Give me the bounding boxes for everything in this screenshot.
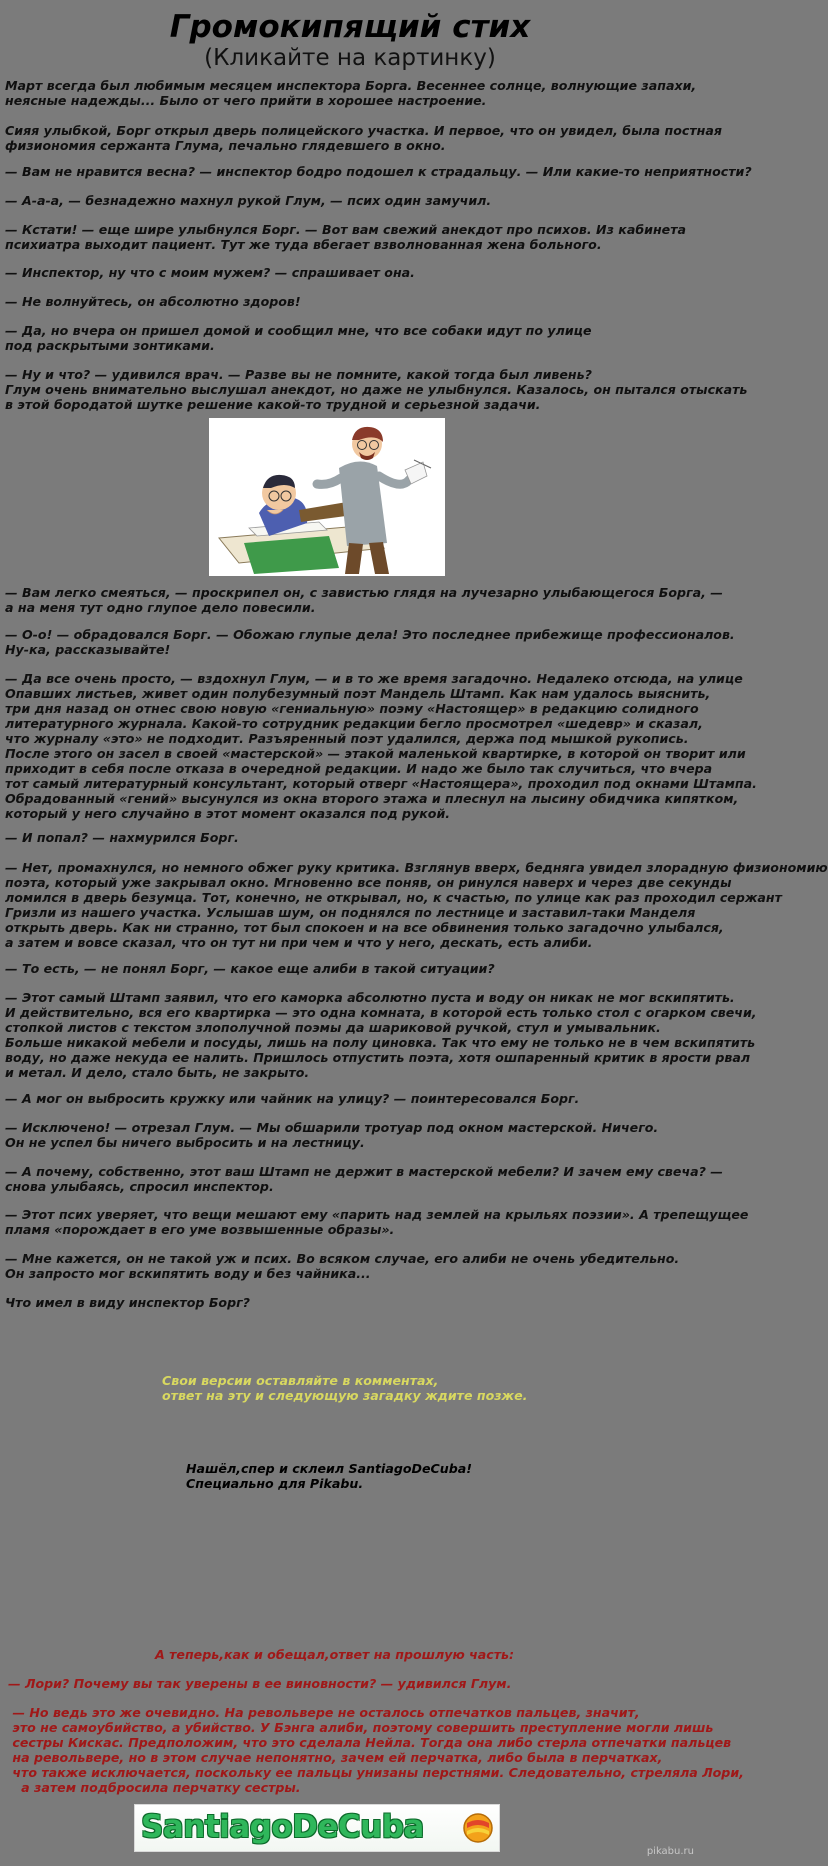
story-paragraph: Март всегда был любимым месяцем инспектора Борга. Весеннее солнце, волнующие запахи, неясные надежды... Было от чего прийти в хорошее настроение. [5,78,697,108]
logo-text: SantiagoDeCuba [141,1809,424,1845]
story-paragraph: — Да все очень просто, — вздохнул Глум, — и в то же время загадочно. Недалеко отсюда, на улице Опавших листьев, живет один полубезумный поэт Мандель Штамп. Как нам удалось выяснить, три дня назад он отнес свою новую «гениальную» поэму «Настоящер» в редакцию солидного литературного журнала. Какой-то сотрудник редакции бегло просмотрел «шедевр» и сказал, что журналу «это» не подходит. Разъяренный поэт удалился, держа под мышкой рукопись. После этого он засел в своей «мастерской» — этакой маленькой квартирке, в которой он творит или приходит в себя после отказа в очередной редакции. И надо же было так случиться, что вчера тот самый литературный консультант, который отверг «Настоящера», проходил под окнами Штампа. Обрадованный «гений» высунулся из окна второго этажа и плеснул на лысину обидчика кипятком, который у него случайно в этот момент оказался под рукой. [5,671,757,821]
illustration-drawing [209,418,445,576]
story-paragraph: — Инспектор, ну что с моим мужем? — спрашивает она. [5,265,415,280]
comment-note: Свои версии оставляйте в комментах, ответ на эту и следующую загадку ждите позже. [162,1373,528,1403]
flag-emblem-icon [461,1811,495,1845]
story-question: Что имел в виду инспектор Борг? [5,1295,250,1310]
story-paragraph: — А мог он выбросить кружку или чайник на улицу? — поинтересовался Борг. [5,1091,580,1106]
story-paragraph: — Нет, промахнулся, но немного обжег руку критика. Взглянув вверх, бедняга увидел злорадную физиономию поэта, который уже закрывал окно. Мгновенно все поняв, он ринулся наверх и через две секунды ломился в дверь безумца. Тот, конечно, не открывал, но, к счастью, по улице как раз проходил сержант Гризли из нашего участка. Услышав шум, он поднялся по лестнице и заставил-таки Манделя открыть дверь. Как ни странно, тот был спокоен и на все обвинения только загадочно улыбался, а затем и вовсе сказал, что он тут ни при чем и что у него, дескать, есть алиби. [5,860,828,950]
story-paragraph: — Этот самый Штамп заявил, что его каморка абсолютно пуста и воду он никак не мог вскипятить. И действительно, вся его квартирка — это одна комната, в которой есть только стол с огарком свечи, стопкой листов с текстом злополучной поэмы да шариковой ручкой, стул и умывальник. Больше никакой мебели и посуды, лишь на полу циновка. Так что ему не только не в чем вскипятить воду, но даже некуда ее налить. Пришлось отпустить поэта, хотя ошпаренный критик в ярости рвал и метал. И дело, стало быть, не закрыто. [5,990,757,1080]
story-paragraph: — Кстати! — еще шире улыбнулся Борг. — Вот вам свежий анекдот про психов. Из кабинета психиатра выходит пациент. Тут же туда вбегает взволнованная жена больного. [5,222,686,252]
story-paragraph: — Да, но вчера он пришел домой и сообщил мне, что все собаки идут по улице под раскрытыми зонтиками. [5,323,592,353]
santiago-logo [134,1804,500,1852]
story-paragraph: — Вам не нравится весна? — инспектор бодро подошел к страдальцу. — Или какие-то неприятности? [5,164,752,179]
author-credit: Нашёл,спер и склеил SantiagoDeCuba! Специально для Pikabu. [186,1461,472,1491]
story-paragraph: — То есть, — не понял Борг, — какое еще алиби в такой ситуации? [5,961,495,976]
story-paragraph: Сияя улыбкой, Борг открыл дверь полицейского участка. И первое, что он увидел, была постная физиономия сержанта Глума, печально глядевшего в окно. [5,123,722,153]
story-paragraph: — А почему, собственно, этот ваш Штамп не держит в мастерской мебели? И зачем ему свеча? — снова улыбаясь, спросил инспектор. [5,1164,723,1194]
story-paragraph: — О-о! — обрадовался Борг. — Обожаю глупые дела! Это последнее прибежище профессионалов. Ну-ка, рассказывайте! [5,627,735,657]
answer-question: — Лори? Почему вы так уверены в ее виновности? — удивился Глум. [8,1676,512,1691]
site-watermark: pikabu.ru [646,1846,694,1857]
story-paragraph: — Этот псих уверяет, что вещи мешают ему «парить над землей на крыльях поэзии». А трепещущее пламя «порождает в его уме возвышенные образы». [5,1207,749,1237]
story-paragraph: — Не волнуйтесь, он абсолютно здоров! [5,294,301,309]
story-paragraph: — Исключено! — отрезал Глум. — Мы обшарили тротуар под окном мастерской. Ничего. Он не успел бы ничего выбросить и на лестницу. [5,1120,659,1150]
story-illustration[interactable] [209,418,445,576]
story-paragraph: — И попал? — нахмурился Борг. [5,830,239,845]
page-title: Громокипящий стих [169,9,531,45]
page-subtitle: (Кликайте на картинку) [204,45,496,71]
answer-text: — Но ведь это же очевидно. На револьвере не осталось отпечатков пальцев, значит, это не самоубийство, а убийство. У Бэнга алиби, поэтому совершить преступление могли лишь сестры Кискас. Предположим, что это сделала Нейла. Тогда она либо стерла отпечатки пальцев на револьвере, но в этом случае непонятно, зачем ей перчатка, либо была в перчатках, что также исключается, поскольку ее пальцы унизаны перстнями. Следовательно, стреляла Лори, а затем подбросила перчатку сестры. [12,1705,744,1795]
answer-heading: А теперь,как и обещал,ответ на прошлую часть: [155,1647,515,1662]
story-paragraph: — Ну и что? — удивился врач. — Разве вы не помните, какой тогда был ливень? Глум очень внимательно выслушал анекдот, но даже не улыбнулся. Казалось, он пытался отыскать в этой бородатой шутке решение какой-то трудной и серьезной задачи. [5,367,748,412]
story-paragraph: — Мне кажется, он не такой уж и псих. Во всяком случае, его алиби не очень убедительно. Он запросто мог вскипятить воду и без чайника... [5,1251,680,1281]
story-paragraph: — Вам легко смеяться, — проскрипел он, с завистью глядя на лучезарно улыбающегося Борга, — а на меня тут одно глупое дело повесили. [5,585,723,615]
story-paragraph: — А-а-а, — безнадежно махнул рукой Глум, — псих один замучил. [5,193,492,208]
